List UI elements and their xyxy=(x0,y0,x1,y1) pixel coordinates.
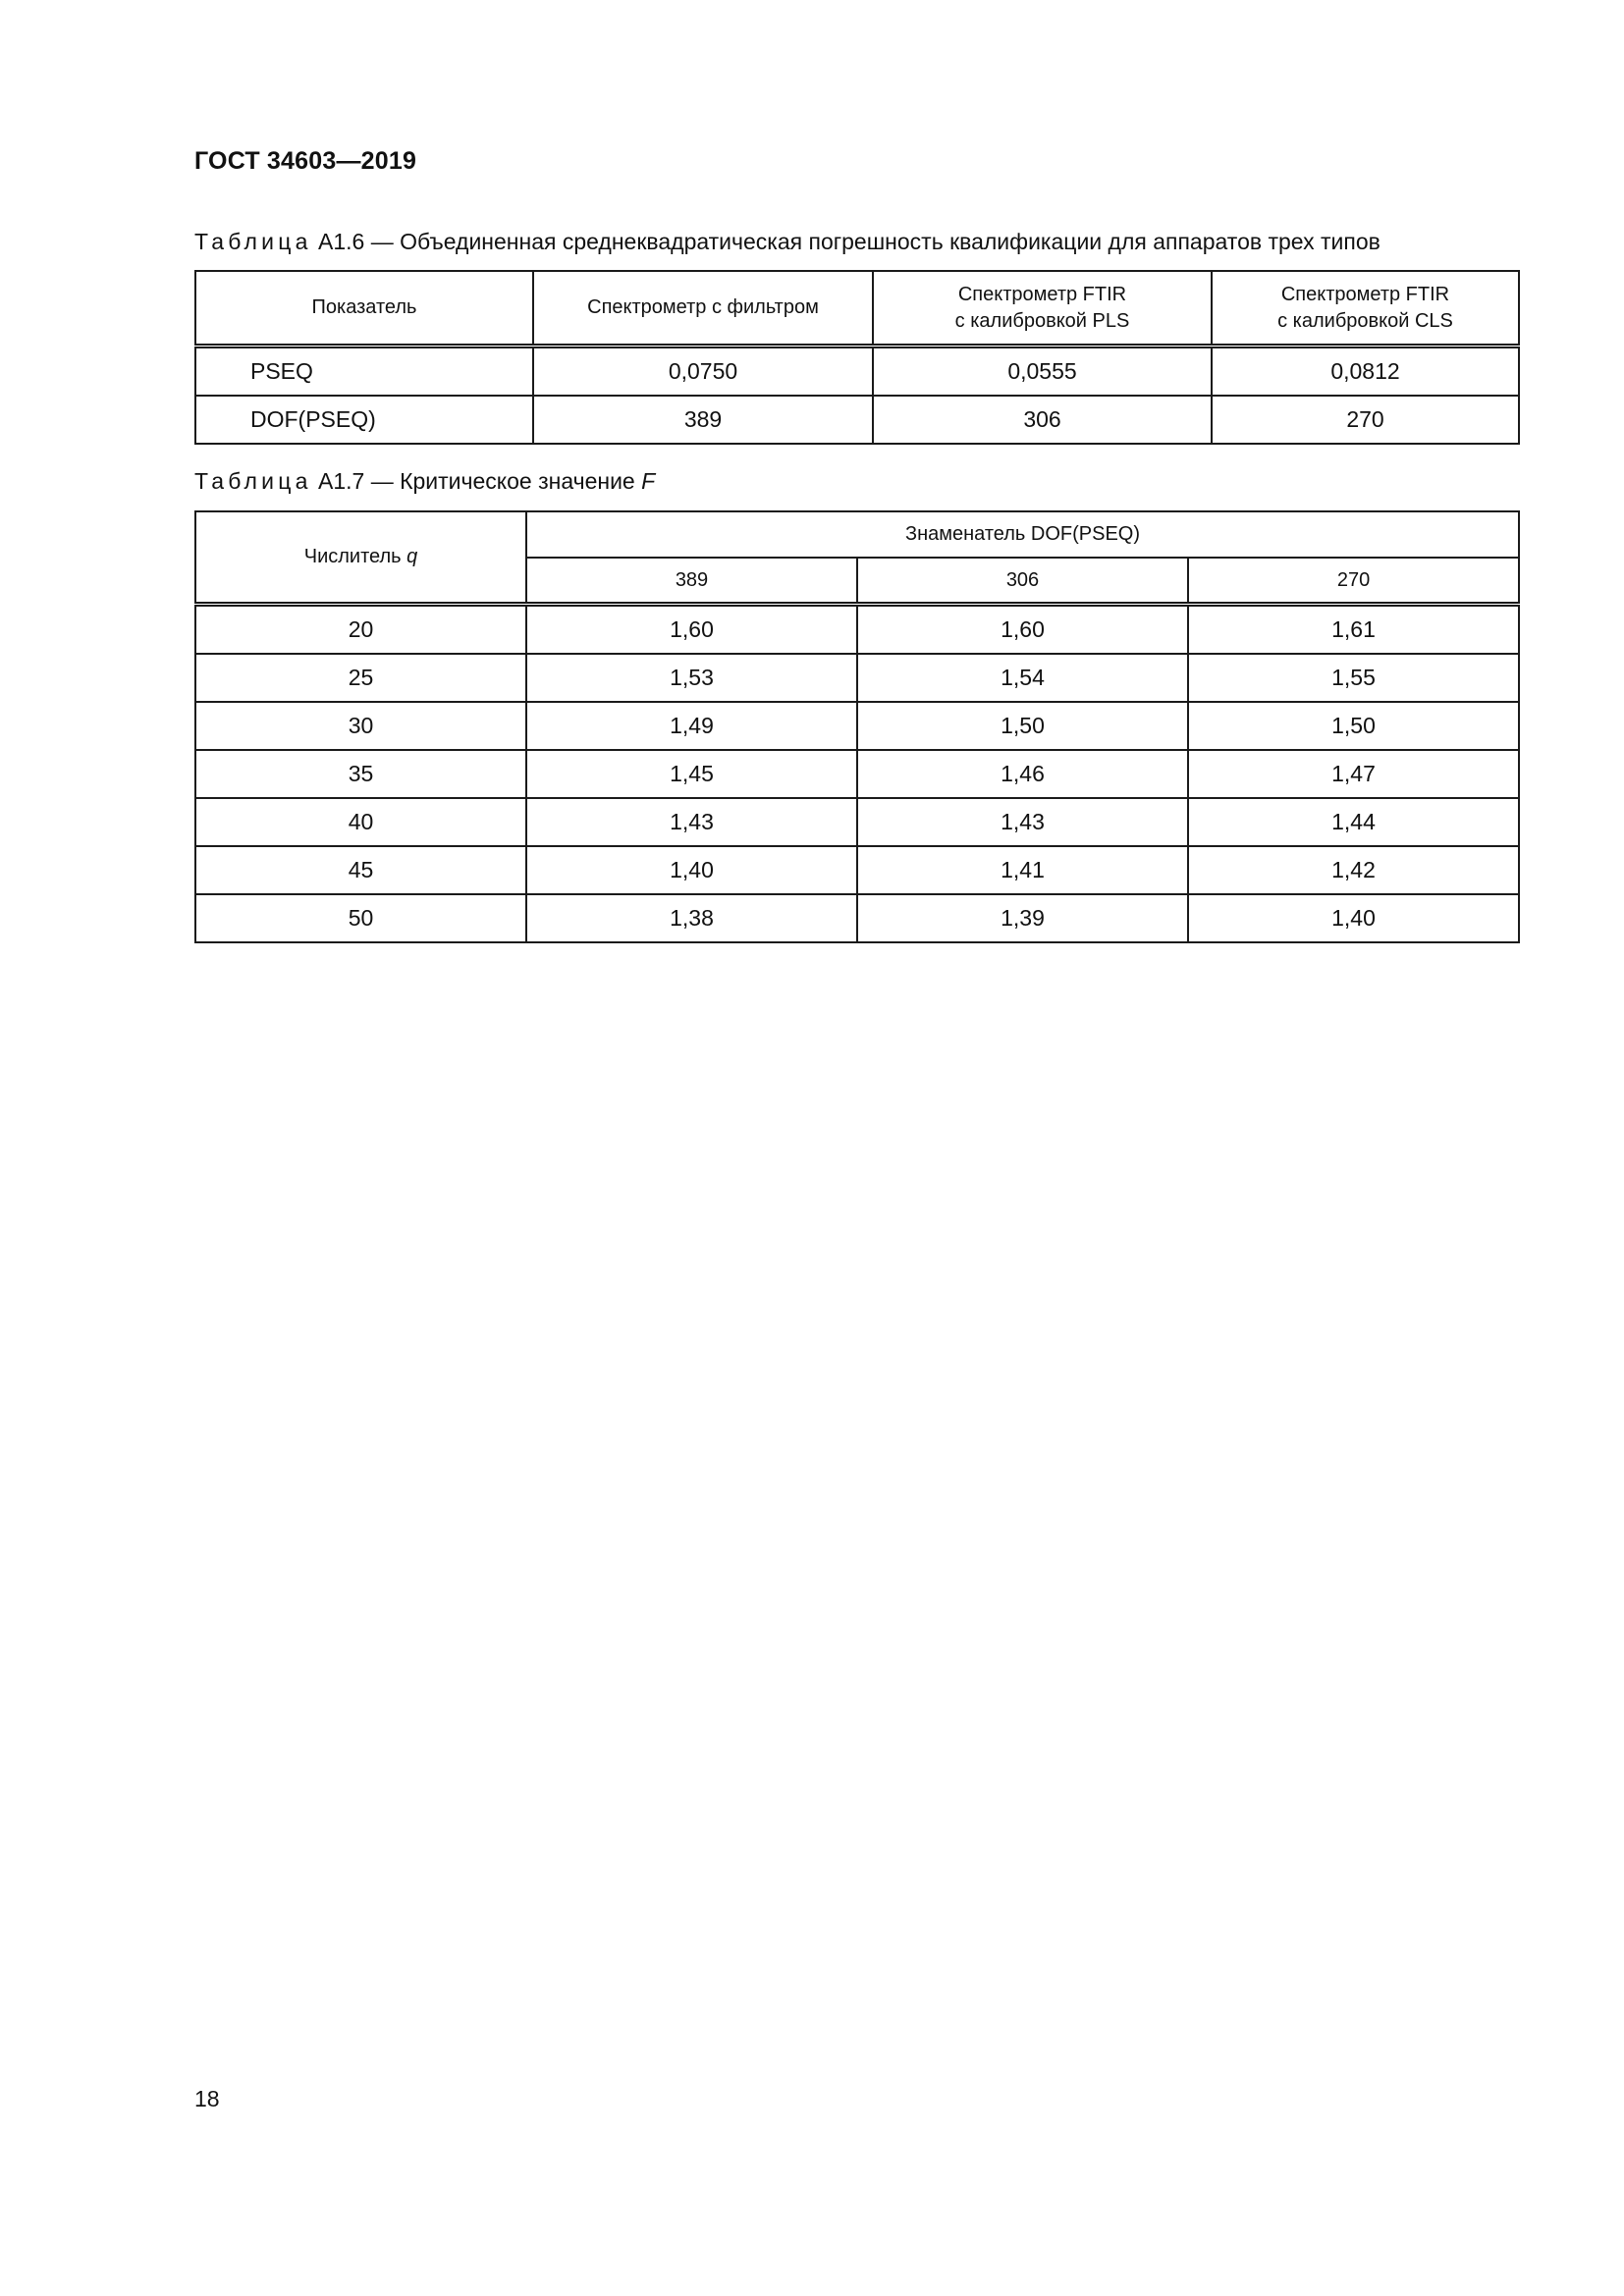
table-cell: 1,50 xyxy=(857,702,1188,750)
table-row xyxy=(195,347,1519,397)
column-header: Спектрометр с фильтром xyxy=(533,271,873,347)
table-row xyxy=(195,396,1519,444)
column-header-line: Спектрометр FTIR xyxy=(957,283,1127,305)
caption-variable: F xyxy=(641,468,656,494)
table-cell: 1,54 xyxy=(857,654,1188,702)
row-label: PSEQ xyxy=(195,347,533,397)
caption-text: А1.7 — Критическое значение xyxy=(311,468,642,494)
table-cell: 0,0812 xyxy=(1212,347,1519,397)
row-label: DOF(PSEQ) xyxy=(195,396,533,444)
table-row xyxy=(195,605,1519,655)
table-a17 xyxy=(194,510,1520,943)
table-cell: 1,44 xyxy=(1188,798,1519,846)
table-header-row xyxy=(195,511,1519,558)
table-row xyxy=(195,798,1519,846)
row-label: 45 xyxy=(195,846,526,894)
column-header-line: с калибровкой PLS xyxy=(954,309,1130,332)
table-cell: 1,45 xyxy=(526,750,857,798)
table-cell: 1,40 xyxy=(1188,894,1519,942)
column-header: 306 xyxy=(857,558,1188,605)
table-cell: 1,38 xyxy=(526,894,857,942)
column-header xyxy=(873,271,1212,347)
table-cell: 1,41 xyxy=(857,846,1188,894)
table-cell: 1,61 xyxy=(1188,605,1519,655)
caption-prefix: Таблица xyxy=(194,468,312,494)
table-cell: 1,53 xyxy=(526,654,857,702)
table-cell: 1,55 xyxy=(1188,654,1519,702)
page-number: 18 xyxy=(194,2086,220,2111)
table-cell: 1,49 xyxy=(526,702,857,750)
row-label: 35 xyxy=(195,750,526,798)
document-header: ГОСТ 34603—2019 xyxy=(194,147,417,175)
table-row xyxy=(195,894,1519,942)
corner-header: Числитель q xyxy=(195,511,526,605)
row-label: 40 xyxy=(195,798,526,846)
table-header-row xyxy=(195,271,1519,347)
table-cell: 1,50 xyxy=(1188,702,1519,750)
column-header xyxy=(1212,271,1519,347)
table-cell: 0,0750 xyxy=(533,347,873,397)
table-cell: 1,60 xyxy=(857,605,1188,655)
row-label: 30 xyxy=(195,702,526,750)
row-label: 50 xyxy=(195,894,526,942)
column-header-line: с калибровкой CLS xyxy=(1277,309,1453,332)
table-cell: 1,46 xyxy=(857,750,1188,798)
corner-variable: q xyxy=(406,546,418,567)
table-cell: 1,39 xyxy=(857,894,1188,942)
column-header: 270 xyxy=(1188,558,1519,605)
table-row xyxy=(195,654,1519,702)
table-a16 xyxy=(194,270,1520,445)
table-row xyxy=(195,846,1519,894)
column-header-line: Спектрометр FTIR xyxy=(1280,283,1450,305)
table-cell: 1,40 xyxy=(526,846,857,894)
table-cell: 1,43 xyxy=(857,798,1188,846)
table-row xyxy=(195,750,1519,798)
table-cell: 306 xyxy=(873,396,1212,444)
table-cell: 1,42 xyxy=(1188,846,1519,894)
caption-prefix: Таблица xyxy=(194,229,312,254)
column-header: Показатель xyxy=(195,271,533,347)
table-cell: 270 xyxy=(1212,396,1519,444)
group-header: Знаменатель DOF(PSEQ) xyxy=(526,511,1519,558)
table-a17-caption xyxy=(194,468,655,495)
row-label: 25 xyxy=(195,654,526,702)
table-cell: 1,60 xyxy=(526,605,857,655)
caption-text: А1.6 — Объединенная среднеквадратическая погрешность квалификации для аппаратов трех типов xyxy=(311,229,1380,254)
table-cell: 1,43 xyxy=(526,798,857,846)
table-a16-caption xyxy=(194,229,1380,255)
table-cell: 0,0555 xyxy=(873,347,1212,397)
table-row xyxy=(195,702,1519,750)
table-cell: 389 xyxy=(533,396,873,444)
table-cell: 1,47 xyxy=(1188,750,1519,798)
row-label: 20 xyxy=(195,605,526,655)
column-header: 389 xyxy=(526,558,857,605)
